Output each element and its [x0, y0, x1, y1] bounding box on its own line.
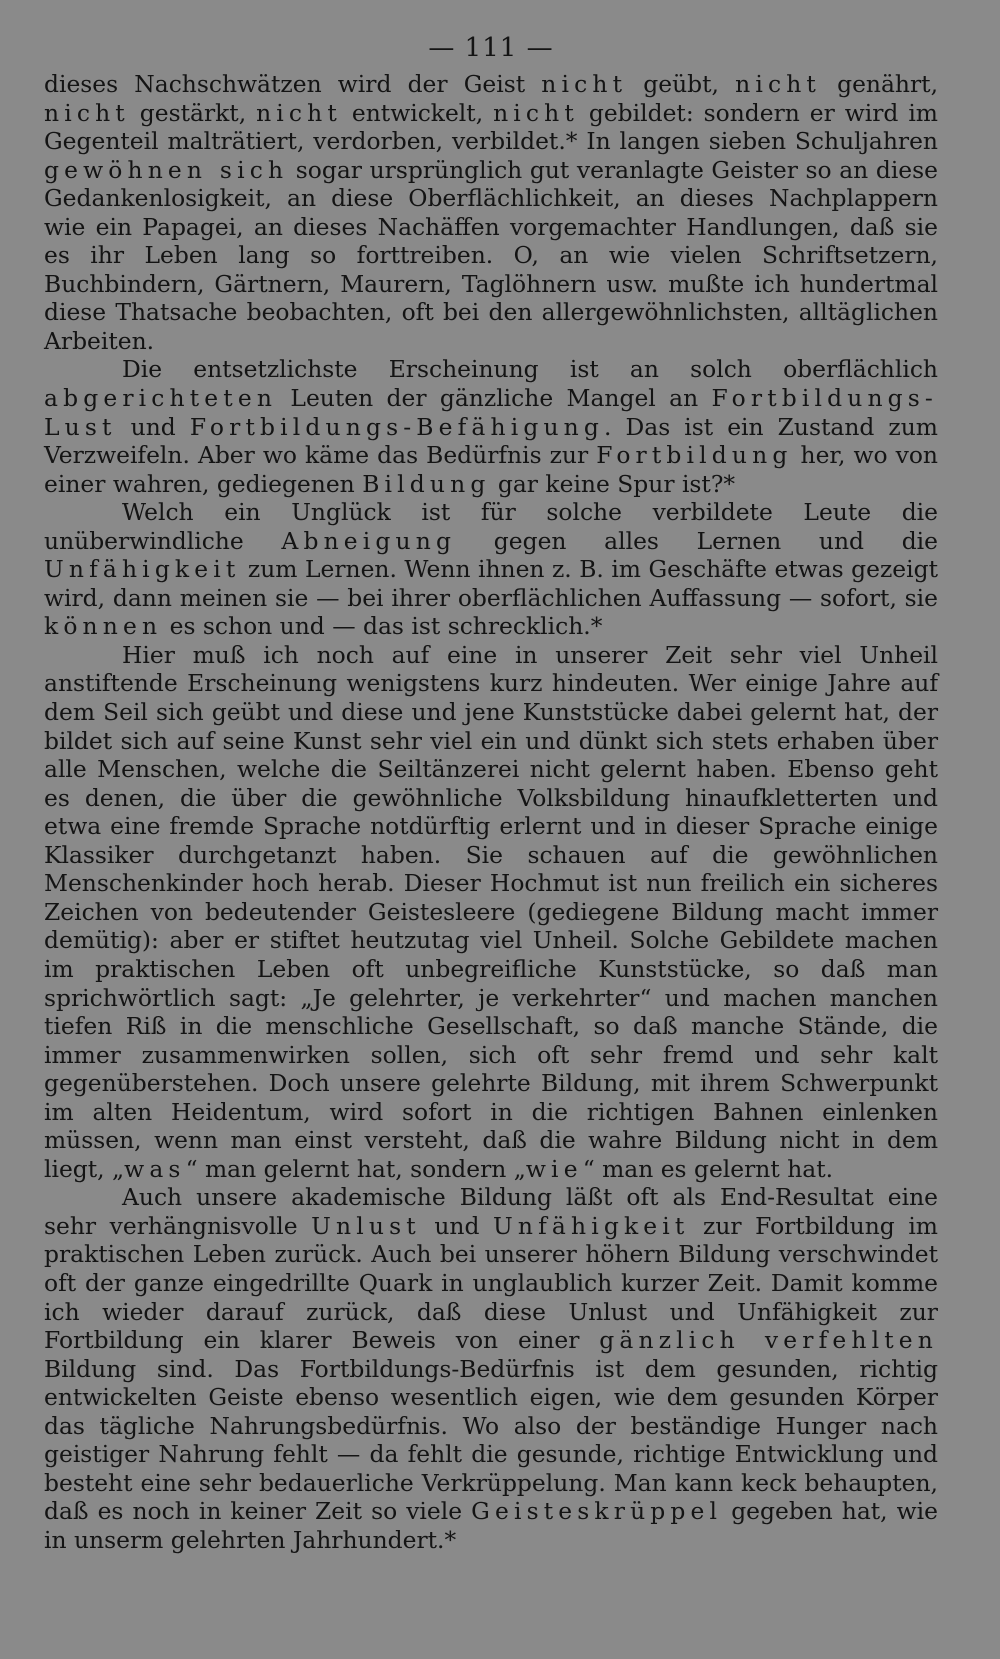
text-run: genährt,	[820, 70, 939, 98]
text-run: gar keine Spur ist?*	[490, 469, 736, 498]
spaced-emphasis: nicht	[256, 98, 342, 127]
paragraph-4	[44, 641, 938, 1183]
spaced-emphasis: Abneigung	[281, 526, 457, 555]
text-run: Leuten der gänzliche Mangel an	[277, 384, 712, 413]
text-run: zur Fortbildung im praktischen Leben zurück. Auch bei unserer höhern Bildung verschwindet oft der ganze eingedrillte Quark in unglaublich kurzer Zeit. Damit komme ich wieder darauf zurück, daß diese Unlust und Unfähigkeit zur Fortbildung ein klarer Beweis von einer	[44, 1211, 938, 1355]
text-run: dieses Nachschwätzen wird der Geist	[44, 70, 542, 98]
text-run: und	[420, 1211, 494, 1240]
spaced-emphasis: nicht	[493, 98, 579, 127]
text-run: Hier muß ich noch auf eine in unserer Zeit sehr viel Unheil anstiftende Erscheinung wenigstens kurz hindeuten. Wer einige Jahre auf dem Seil sich geübt und diese und jene Kunststücke dabei gelernt hat, der bildet sich auf seine Kunst sehr viel ein und dünkt sich stets erhaben über alle Menschen, welche die Seiltänzerei nicht gelernt haben. Ebenso geht es denen, die über die gewöhnliche Volksbildung hinaufkletterten und etwa eine fremde Sprache notdürftig erlernt und in dieser Sprache einige Klassiker durchgetanzt haben. Sie schauen auf die gewöhnlichen Menschenkinder hoch herab. Dieser Hochmut ist nun freilich ein sicheres Zeichen von bedeutender Geistesleere (gediegene Bildung macht immer demütig): aber er stiftet heutzutag viel Unheil. Solche Gebildete machen im praktischen Leben oft unbegreifliche Kunststücke, so daß man sprichwörtlich sagt: „Je gelehrter, je verkehrter“ und machen manchen tiefen Riß in die menschliche Gesellschaft, so daß manche Stände, die immer zusammenwirken sollen, sich oft sehr fremd und sehr kalt gegenüberstehen. Doch unsere gelehrte Bildung, mit ihrem Schwerpunkt im alten Heidentum, wird sofort in die richtigen Bahnen einlenken müssen, wenn man einst versteht, daß die wahre Bildung nicht in dem liegt, „	[44, 640, 938, 1183]
text-run: sogar ursprünglich gut veranlagte Geister so an diese Gedankenlosigkeit, an diese Oberflächlichkeit, an dieses Nachplappern wie ein Papagei, an dieses Nachäffen vorgemachter Handlungen, daß sie es ihr Leben lang so forttreiben. O, an wie vielen Schriftsetzern, Buchbindern, Gärtnern, Maurern, Taglöhnern usw. mußte ich hundertmal diese Thatsache beobachten, oft bei den allergewöhnlichsten, alltäglichen Arbeiten.	[44, 155, 938, 355]
spaced-emphasis: Unfähigkeit	[44, 555, 241, 584]
paragraph-1	[44, 70, 938, 355]
text-run: gebildet: sondern er wird im Gegenteil malträtiert, verdorben, verbildet.* In langen sieben Schuljahren	[44, 98, 938, 156]
spaced-emphasis: Unlust	[311, 1211, 421, 1240]
text-run: “ man gelernt hat, sondern „	[185, 1154, 526, 1183]
text-run: Welch ein Unglück ist für solche verbildete Leute die unüberwindliche	[44, 498, 938, 555]
text-run: “ man es gelernt hat.	[582, 1154, 834, 1183]
text-run: gegeben hat, wie in unserm gelehrten Jahrhundert.*	[44, 1497, 938, 1554]
text-run: es schon und — das ist schrecklich.*	[162, 612, 603, 641]
text-run: . Das ist ein Zustand zum Verzweifeln. Aber wo käme das Bedürfnis zur	[44, 412, 938, 470]
text-run: entwickelt,	[341, 98, 494, 127]
page-number: — 111 —	[428, 33, 554, 63]
spaced-emphasis: können	[44, 612, 163, 641]
text-run: gegen alles Lernen und die	[456, 526, 938, 555]
spaced-emphasis: Geisteskrüppel	[471, 1497, 723, 1526]
spaced-emphasis: nicht	[44, 98, 130, 127]
paragraph-5	[44, 1183, 938, 1554]
spaced-emphasis: Fortbildung	[596, 441, 793, 470]
text-run: her, wo von einer wahren, gediegenen	[44, 441, 938, 498]
spaced-emphasis: Fortbildungs-Befähigung	[189, 412, 605, 441]
text-run: Die entsetzlichste Erscheinung ist an solch oberflächlich	[122, 355, 938, 384]
text-run: und	[116, 412, 190, 441]
spaced-emphasis: gänzlich verfehlten	[599, 1326, 938, 1355]
text-run: Bildung sind. Das Fortbildungs-Bedürfnis ist dem gesunden, richtig entwickelten Geiste ebenso wesentlich eigen, wie dem gesunden Körper das tägliche Nahrungsbedürfnis. Wo also der beständige Hunger nach geistiger Nahrung fehlt — da fehlt die gesunde, richtige Entwicklung und besteht eine sehr bedauerliche Verkrüppelung. Man kann keck behaupten, daß es noch in keiner Zeit so viele	[44, 1354, 938, 1526]
text-run: geübt,	[627, 70, 736, 98]
spaced-emphasis: Fortbildungs-Lust	[44, 384, 938, 441]
body-text	[44, 70, 938, 1554]
spaced-emphasis: wie	[525, 1154, 583, 1183]
text-run: zum Lernen. Wenn ihnen z. B. im Geschäfte etwas gezeigt wird, dann meinen sie — bei ihrer oberflächlichen Auffassung — sofort, sie	[44, 555, 938, 612]
paragraph-2	[44, 355, 938, 498]
text-run: Auch unsere akademische Bildung läßt oft als End-Resultat eine sehr verhängnisvolle	[44, 1183, 938, 1240]
text-run: gestärkt,	[129, 98, 257, 127]
spaced-emphasis: abgerichteten	[44, 384, 278, 413]
paragraph-3	[44, 498, 938, 641]
spaced-emphasis: was	[124, 1154, 186, 1183]
spaced-emphasis: Bildung	[362, 469, 491, 498]
spaced-emphasis: nicht	[541, 70, 628, 98]
spaced-emphasis: gewöhnen sich	[44, 155, 289, 184]
spaced-emphasis: Unfähigkeit	[493, 1211, 690, 1240]
spaced-emphasis: nicht	[735, 70, 821, 98]
